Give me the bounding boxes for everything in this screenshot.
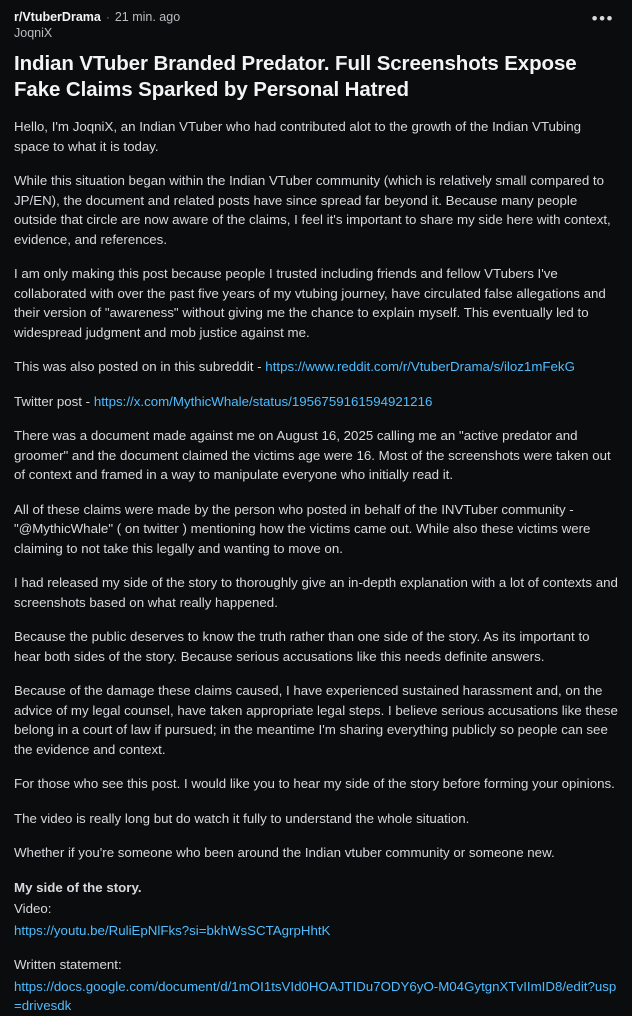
twitter-line xyxy=(14,392,618,412)
statement-link[interactable]: https://docs.google.com/document/d/1mOI1tsVId0HOAJTIDu7ODY6yO-M04GytgnXTvIImID8/edit?usp=drivesdk xyxy=(14,978,617,1013)
crosspost-link[interactable]: https://www.reddit.com/r/VtuberDrama/s/iloz1mFekG xyxy=(265,359,575,374)
crosspost-prefix: This was also posted on in this subreddit - xyxy=(14,359,266,374)
post-paragraph: I had released my side of the story to thoroughly give an in-depth explanation with a lot of contexts and screenshots based on what really happened. xyxy=(14,575,618,610)
post-meta xyxy=(14,10,180,41)
post-timestamp: 21 min. ago xyxy=(114,10,181,24)
post-paragraph: All of these claims were made by the person who posted in behalf of the INVTuber community - "@MythicWhale" ( on twitter ) mentioning how the victims came out. While also these victims were claiming to not take this legally and wanting to move on. xyxy=(14,501,591,556)
post-author[interactable]: JoqniX xyxy=(14,26,53,40)
statement-label: Written statement: xyxy=(14,957,122,972)
post-paragraph: Hello, I'm JoqniX, an Indian VTuber who had contributed alot to the growth of the Indian VTubing space to what it is today. xyxy=(14,119,582,154)
meta-separator: · xyxy=(105,10,110,24)
twitter-link[interactable]: https://x.com/MythicWhale/status/1956759161594921216 xyxy=(93,393,433,409)
post-header xyxy=(14,10,618,41)
video-link-block xyxy=(14,921,618,941)
post-title: Indian VTuber Branded Predator. Full Screenshots Expose Fake Claims Sparked by Personal Hatred xyxy=(14,52,577,101)
crosspost-line xyxy=(14,357,618,377)
more-options-icon[interactable]: ••• xyxy=(591,9,614,28)
subreddit-link[interactable]: r/VtuberDrama xyxy=(14,10,101,24)
post-paragraph: Because the public deserves to know the truth rather than one side of the story. As its important to hear both sides of the story. Because serious accusations like this needs definite answers. xyxy=(14,629,590,664)
statement-link-block xyxy=(14,977,618,1016)
post-paragraph: There was a document made against me on August 16, 2025 calling me an "active predator and groomer" and the document claimed the victims age were 16. Most of the screenshots were taken out of context and framed in a way to manipulate everyone who initially read it. xyxy=(14,428,611,482)
post-paragraph: Because of the damage these claims caused, I have experienced sustained harassment and, on the advice of my legal counsel, have taken appropriate legal steps. I believe serious accusations like these belong in a court of law if pursued; in the meantime I'm sharing everything publicly so people can see the evidence and context. xyxy=(14,683,618,757)
post-paragraph: While this situation began within the Indian VTuber community (which is relatively small compared to JP/EN), the document and related posts have since spread far beyond it. Because many people outside that circle are now aware of the claims, I feel it's important to share my side here with context, evidence, and references. xyxy=(14,173,611,247)
post-meta-line xyxy=(14,10,180,25)
post-paragraph: For those who see this post. I would like you to hear my side of the story before forming your opinions. xyxy=(14,776,615,791)
twitter-prefix: Twitter post - xyxy=(14,393,94,409)
video-label: Video: xyxy=(14,901,52,916)
post-paragraph: Whether if you're someone who been around the Indian vtuber community or someone new. xyxy=(14,845,555,860)
video-link[interactable]: https://youtu.be/RuliEpNlFks?si=bkhWsSCTAgrpHhtK xyxy=(14,922,331,938)
post-paragraph: I am only making this post because people I trusted including friends and fellow VTubers I've collaborated with over the past five years of my vtubing journey, have circulated false allegations and their version of "awareness" without giving me the chance to explain myself. This eventually led to widespread judgment and mob justice against me. xyxy=(14,266,606,340)
closing-heading: My side of the story. xyxy=(14,879,142,895)
post-paragraph: The video is really long but do watch it fully to understand the whole situation. xyxy=(14,810,470,826)
